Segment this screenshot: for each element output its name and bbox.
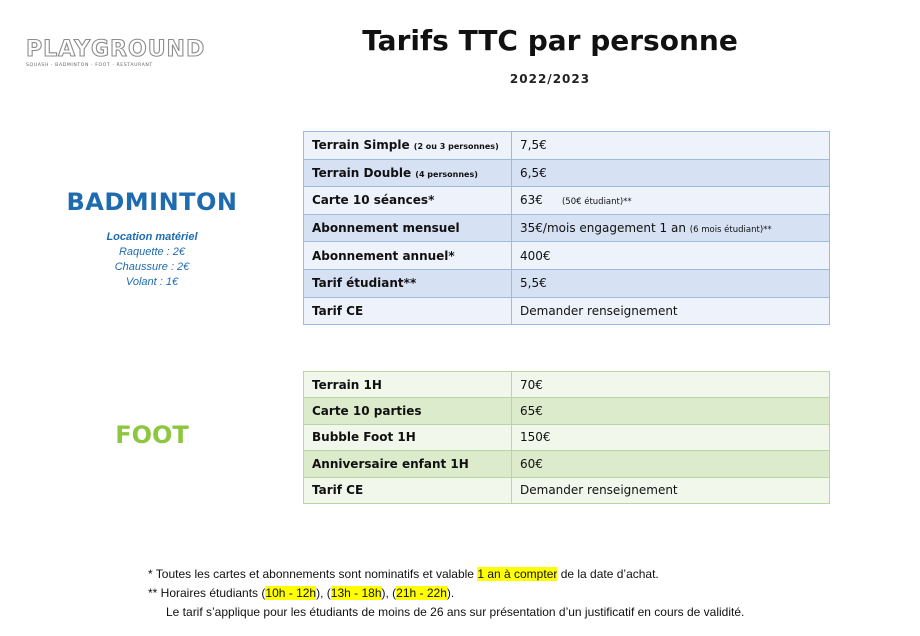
price-value: 65€: [512, 398, 830, 424]
table-row: [304, 269, 830, 297]
price-label: Terrain Double (4 personnes): [304, 159, 512, 187]
table-row: [304, 159, 830, 187]
table-row: [304, 372, 830, 398]
table-row: [304, 398, 830, 424]
footnote-validity: * Toutes les cartes et abonnements sont nominatifs et valable 1 an à compter de la date d’achat.: [148, 567, 659, 581]
logo-wordmark: PLAYGROUND: [26, 37, 206, 62]
equipment-rental-box: [52, 230, 252, 290]
price-label: Carte 10 parties: [304, 398, 512, 424]
price-value: 7,5€: [512, 132, 830, 160]
highlight: 13h - 18h: [330, 586, 382, 600]
price-value: 63€ (50€ étudiant)**: [512, 187, 830, 215]
highlight: 10h - 12h: [265, 586, 317, 600]
page-title: Tarifs TTC par personne: [362, 24, 738, 57]
equipment-rental-title: Location matériel: [106, 231, 198, 243]
playground-logo: [26, 38, 206, 68]
table-row: [304, 242, 830, 270]
badminton-price-table: [303, 131, 830, 325]
price-label: Abonnement mensuel: [304, 214, 512, 242]
page-subtitle: 2022/2023: [509, 72, 591, 86]
price-label: Tarif CE: [304, 297, 512, 325]
footnote-student-conditions: Le tarif s’applique pour les étudiants de moins de 26 ans sur présentation d’un justificatif en cours de validité.: [166, 605, 745, 619]
price-label: Terrain 1H: [304, 372, 512, 398]
table-row: [304, 187, 830, 215]
price-label: Carte 10 séances*: [304, 187, 512, 215]
table-row: [304, 297, 830, 325]
foot-price-table: [303, 371, 830, 504]
footnote-student-hours: ** Horaires étudiants (10h - 12h), (13h - 18h), (21h - 22h).: [148, 586, 455, 600]
table-row: [304, 477, 830, 503]
equipment-rental-item: Chaussure : 2€: [114, 261, 190, 273]
foot-title: FOOT: [115, 421, 189, 449]
table-row: [304, 451, 830, 477]
table-row: [304, 132, 830, 160]
highlight: 1 an à compter: [477, 567, 558, 581]
price-label: Tarif étudiant**: [304, 269, 512, 297]
table-row: [304, 424, 830, 450]
highlight: 21h - 22h: [396, 586, 447, 600]
footnotes: [148, 565, 744, 622]
price-value: 400€: [512, 242, 830, 270]
price-label: Tarif CE: [304, 477, 512, 503]
logo-tagline: SQUASH · BADMINTON · FOOT · RESTAURANT: [26, 63, 153, 68]
price-value: 70€: [512, 372, 830, 398]
equipment-rental-item: Volant : 1€: [125, 276, 179, 288]
table-row: [304, 214, 830, 242]
price-label: Anniversaire enfant 1H: [304, 451, 512, 477]
price-value: 150€: [512, 424, 830, 450]
equipment-rental-item: Raquette : 2€: [118, 246, 186, 258]
price-label: Bubble Foot 1H: [304, 424, 512, 450]
price-label: Abonnement annuel*: [304, 242, 512, 270]
price-value: 60€: [512, 451, 830, 477]
badminton-title: BADMINTON: [66, 188, 238, 216]
price-value: 5,5€: [512, 269, 830, 297]
price-label: Terrain Simple (2 ou 3 personnes): [304, 132, 512, 160]
price-value: 6,5€: [512, 159, 830, 187]
price-value: 35€/mois engagement 1 an (6 mois étudiant)**: [512, 214, 830, 242]
price-value: Demander renseignement: [512, 477, 830, 503]
price-value: Demander renseignement: [512, 297, 830, 325]
